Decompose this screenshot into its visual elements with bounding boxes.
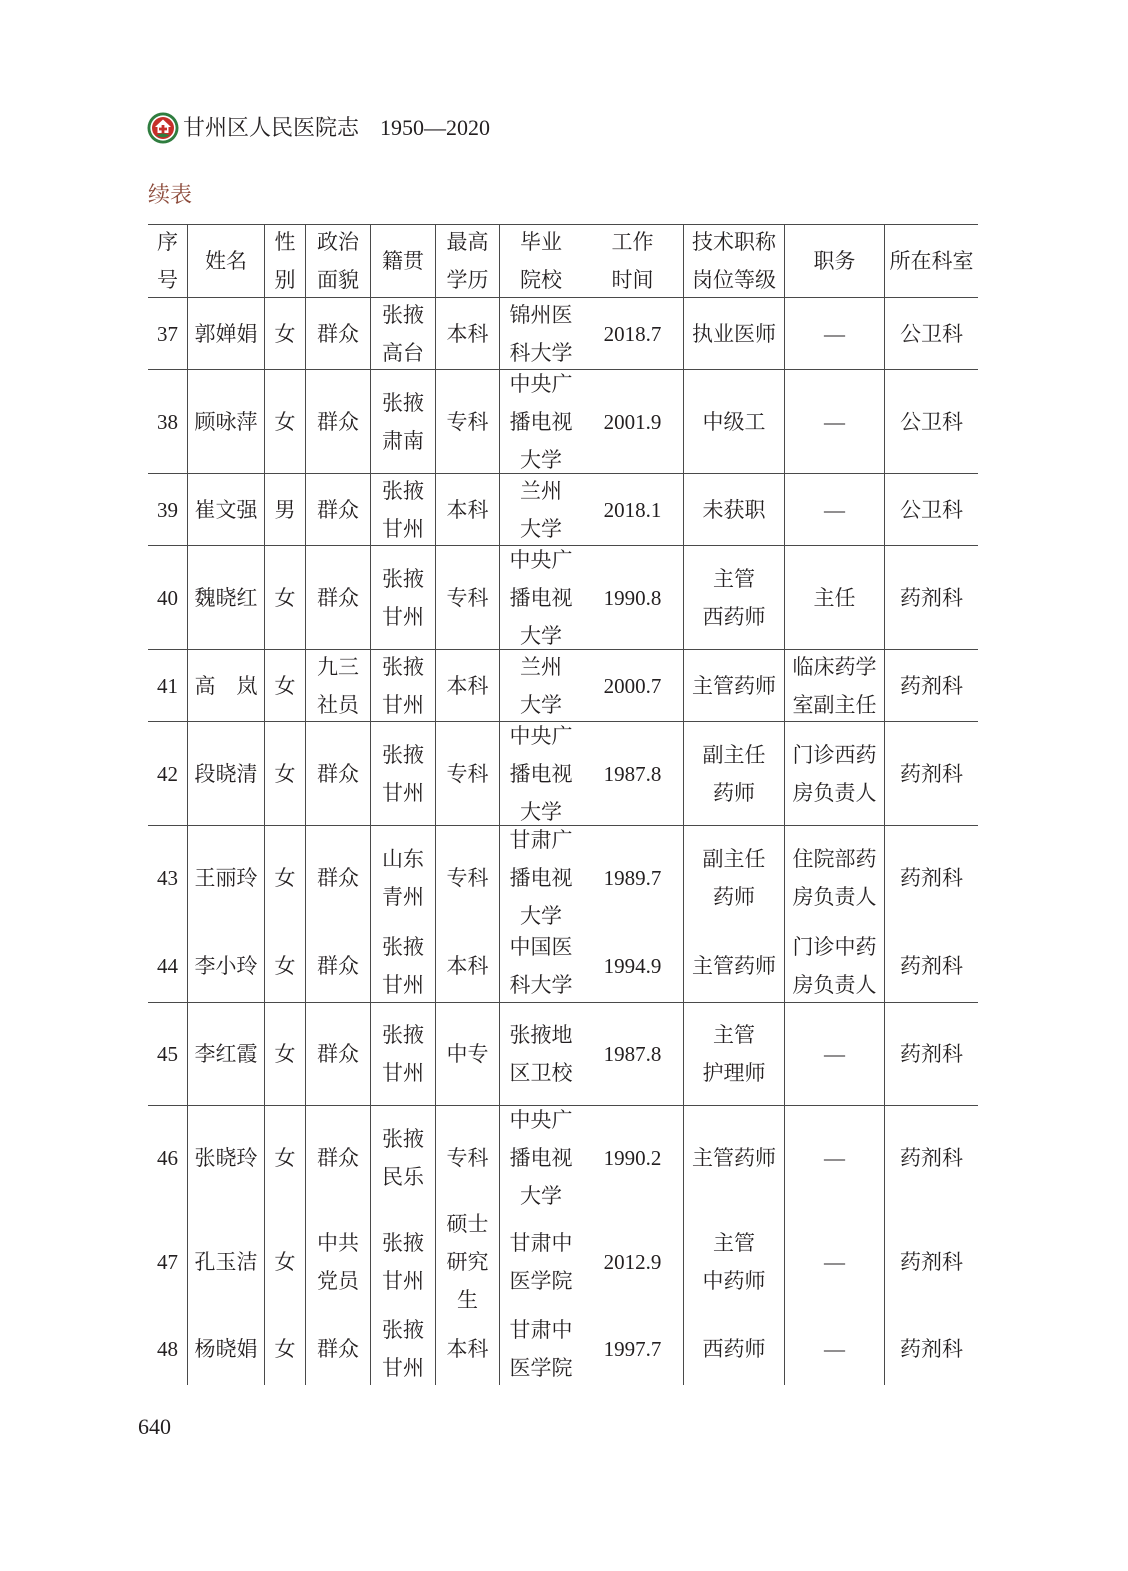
hospital-emblem-icon bbox=[147, 112, 179, 144]
table-row bbox=[148, 474, 978, 546]
cell-name: 张晓玲 bbox=[187, 1106, 264, 1210]
cell-title: 主管药师 bbox=[683, 930, 784, 1002]
cell-native-place: 张掖 甘州 bbox=[370, 1313, 435, 1385]
cell-name: 魏晓红 bbox=[187, 546, 264, 649]
column-header-work-start: 工作 时间 bbox=[611, 230, 654, 292]
cell-work-start: 2001.9 bbox=[603, 409, 662, 434]
cell-gender: 女 bbox=[264, 650, 305, 721]
cell-political-status: 群众 bbox=[305, 1106, 370, 1210]
column-header-school: 毕业 院校 bbox=[499, 225, 582, 297]
cell-work-start: 2000.7 bbox=[603, 673, 662, 698]
cell-department: 公卫科 bbox=[884, 298, 978, 369]
cell-school: 锦州医 科大学 bbox=[499, 298, 582, 369]
cell-seq: 40 bbox=[157, 585, 178, 610]
cell-native-place: 张掖 甘州 bbox=[370, 474, 435, 545]
cell-title: 副主任 药师 bbox=[683, 722, 784, 825]
book-title: 甘州区人民医院志 bbox=[183, 115, 360, 140]
table-row bbox=[148, 1210, 978, 1313]
cell-education: 专科 bbox=[435, 1106, 499, 1210]
cell-seq: 44 bbox=[157, 954, 178, 978]
cell-political-status: 群众 bbox=[305, 826, 370, 930]
cell-department: 药剂科 bbox=[884, 1003, 978, 1105]
cell-department: 药剂科 bbox=[884, 930, 978, 1002]
cell-position: — bbox=[784, 1003, 884, 1105]
cell-title: 主管 中药师 bbox=[683, 1210, 784, 1313]
cell-gender: 女 bbox=[264, 370, 305, 473]
cell-title: 执业医师 bbox=[683, 298, 784, 369]
cell-school: 中央广 播电视 大学 bbox=[499, 370, 582, 473]
cell-education: 专科 bbox=[435, 722, 499, 825]
table-row bbox=[148, 1003, 978, 1106]
cell-native-place: 张掖 甘州 bbox=[370, 546, 435, 649]
cell-position: 住院部药 房负责人 bbox=[784, 826, 884, 930]
cell-seq: 45 bbox=[157, 1042, 178, 1066]
cell-native-place: 张掖 甘州 bbox=[370, 722, 435, 825]
cell-department: 药剂科 bbox=[884, 826, 978, 930]
cell-political-status: 群众 bbox=[305, 370, 370, 473]
cell-political-status: 群众 bbox=[305, 546, 370, 649]
cell-political-status: 群众 bbox=[305, 1003, 370, 1105]
cell-name: 杨晓娟 bbox=[187, 1313, 264, 1385]
cell-department: 药剂科 bbox=[884, 1313, 978, 1385]
cell-department: 药剂科 bbox=[884, 546, 978, 649]
cell-position: — bbox=[784, 1106, 884, 1210]
cell-school: 中国医 科大学 bbox=[499, 930, 582, 1002]
cell-name: 顾咏萍 bbox=[187, 370, 264, 473]
cell-school: 甘肃中 医学院 bbox=[499, 1313, 582, 1385]
column-header-seq: 序 号 bbox=[157, 230, 178, 292]
cell-school: 甘肃中 医学院 bbox=[499, 1210, 582, 1313]
cell-position: 临床药学 室副主任 bbox=[784, 650, 884, 721]
cell-gender: 女 bbox=[264, 1210, 305, 1313]
page-number: 640 bbox=[138, 1414, 171, 1439]
cell-gender: 男 bbox=[264, 474, 305, 545]
cell-seq: 42 bbox=[157, 761, 178, 786]
cell-work-start: 1990.2 bbox=[603, 1146, 662, 1170]
cell-gender: 女 bbox=[264, 1003, 305, 1105]
cell-position: — bbox=[784, 298, 884, 369]
cell-name: 李红霞 bbox=[187, 1003, 264, 1105]
cell-native-place: 山东 青州 bbox=[370, 826, 435, 930]
continued-table-label: 续表 bbox=[148, 182, 193, 207]
cell-position: — bbox=[784, 1313, 884, 1385]
cell-school: 兰州 大学 bbox=[499, 650, 582, 721]
table-header-row bbox=[148, 225, 978, 298]
book-years: 1950—2020 bbox=[380, 115, 491, 140]
cell-native-place: 张掖 民乐 bbox=[370, 1106, 435, 1210]
cell-gender: 女 bbox=[264, 930, 305, 1002]
cell-department: 公卫科 bbox=[884, 474, 978, 545]
cell-school: 中央广 播电视 大学 bbox=[499, 1106, 582, 1210]
cell-political-status: 群众 bbox=[305, 1313, 370, 1385]
cell-work-start: 1987.8 bbox=[603, 1042, 662, 1066]
cell-work-start: 1994.9 bbox=[603, 954, 662, 978]
column-header-name: 姓名 bbox=[187, 225, 264, 297]
cell-school: 中央广 播电视 大学 bbox=[499, 546, 582, 649]
cell-education: 本科 bbox=[435, 930, 499, 1002]
cell-department: 药剂科 bbox=[884, 1106, 978, 1210]
column-header-position: 职务 bbox=[784, 225, 884, 297]
cell-education: 本科 bbox=[435, 650, 499, 721]
cell-title: 主管 护理师 bbox=[683, 1003, 784, 1105]
cell-education: 专科 bbox=[435, 546, 499, 649]
cell-work-start: 1990.8 bbox=[603, 585, 662, 610]
cell-native-place: 张掖 甘州 bbox=[370, 1003, 435, 1105]
cell-title: 主管药师 bbox=[683, 1106, 784, 1210]
cell-department: 公卫科 bbox=[884, 370, 978, 473]
cell-education: 专科 bbox=[435, 826, 499, 930]
cell-seq: 48 bbox=[157, 1337, 178, 1361]
cell-gender: 女 bbox=[264, 722, 305, 825]
cell-political-status: 群众 bbox=[305, 722, 370, 825]
table-row bbox=[148, 370, 978, 474]
cell-name: 段晓清 bbox=[187, 722, 264, 825]
cell-title: 西药师 bbox=[683, 1313, 784, 1385]
cell-education: 本科 bbox=[435, 1313, 499, 1385]
cell-education: 专科 bbox=[435, 370, 499, 473]
cell-position: — bbox=[784, 474, 884, 545]
cell-education: 本科 bbox=[435, 298, 499, 369]
cell-native-place: 张掖 甘州 bbox=[370, 930, 435, 1002]
cell-department: 药剂科 bbox=[884, 650, 978, 721]
cell-seq: 41 bbox=[157, 673, 178, 698]
cell-title: 副主任 药师 bbox=[683, 826, 784, 930]
cell-school: 张掖地 区卫校 bbox=[499, 1003, 582, 1105]
cell-political-status: 九三 社员 bbox=[305, 650, 370, 721]
cell-political-status: 群众 bbox=[305, 474, 370, 545]
cell-position: — bbox=[784, 370, 884, 473]
cell-political-status: 群众 bbox=[305, 930, 370, 1002]
table-row bbox=[148, 1106, 978, 1210]
cell-native-place: 张掖 甘州 bbox=[370, 650, 435, 721]
table-row bbox=[148, 1313, 978, 1385]
cell-seq: 47 bbox=[157, 1249, 178, 1274]
cell-political-status: 中共 党员 bbox=[305, 1210, 370, 1313]
cell-seq: 46 bbox=[157, 1146, 178, 1170]
cell-work-start: 1989.7 bbox=[603, 866, 662, 890]
cell-gender: 女 bbox=[264, 1106, 305, 1210]
cell-seq: 43 bbox=[157, 866, 178, 890]
cell-department: 药剂科 bbox=[884, 1210, 978, 1313]
cell-title: 主管 西药师 bbox=[683, 546, 784, 649]
cell-name: 李小玲 bbox=[187, 930, 264, 1002]
cell-native-place: 张掖 肃南 bbox=[370, 370, 435, 473]
cell-position: 主任 bbox=[784, 546, 884, 649]
cell-work-start: 2018.1 bbox=[603, 497, 662, 522]
cell-seq: 39 bbox=[157, 497, 178, 522]
cell-native-place: 张掖 甘州 bbox=[370, 1210, 435, 1313]
column-header-political-status: 政治 面貌 bbox=[305, 225, 370, 297]
cell-name: 王丽玲 bbox=[187, 826, 264, 930]
cell-political-status: 群众 bbox=[305, 298, 370, 369]
table-row bbox=[148, 722, 978, 826]
column-header-gender: 性 别 bbox=[264, 225, 305, 297]
cell-school: 兰州 大学 bbox=[499, 474, 582, 545]
cell-seq: 37 bbox=[157, 321, 178, 346]
column-header-title: 技术职称 岗位等级 bbox=[683, 225, 784, 297]
cell-gender: 女 bbox=[264, 298, 305, 369]
cell-gender: 女 bbox=[264, 1313, 305, 1385]
cell-work-start: 2018.7 bbox=[603, 321, 662, 346]
running-header bbox=[147, 112, 490, 144]
cell-title: 主管药师 bbox=[683, 650, 784, 721]
table-row bbox=[148, 826, 978, 930]
cell-name: 郭婵娟 bbox=[187, 298, 264, 369]
cell-position: 门诊西药 房负责人 bbox=[784, 722, 884, 825]
cell-education: 硕士 研究 生 bbox=[435, 1210, 499, 1313]
column-header-education: 最高 学历 bbox=[435, 225, 499, 297]
cell-work-start: 1987.8 bbox=[603, 761, 662, 786]
table-row bbox=[148, 650, 978, 722]
cell-native-place: 张掖 高台 bbox=[370, 298, 435, 369]
cell-department: 药剂科 bbox=[884, 722, 978, 825]
cell-work-start: 2012.9 bbox=[603, 1249, 662, 1274]
cell-title: 中级工 bbox=[683, 370, 784, 473]
cell-name: 孔玉洁 bbox=[187, 1210, 264, 1313]
cell-education: 本科 bbox=[435, 474, 499, 545]
cell-school: 中央广 播电视 大学 bbox=[499, 722, 582, 825]
cell-gender: 女 bbox=[264, 826, 305, 930]
cell-position: — bbox=[784, 1210, 884, 1313]
table-row bbox=[148, 546, 978, 650]
cell-position: 门诊中药 房负责人 bbox=[784, 930, 884, 1002]
column-header-native-place: 籍贯 bbox=[370, 225, 435, 297]
cell-title: 未获职 bbox=[683, 474, 784, 545]
cell-school: 甘肃广 播电视 大学 bbox=[499, 826, 582, 930]
cell-education: 中专 bbox=[435, 1003, 499, 1105]
cell-seq: 38 bbox=[157, 409, 178, 434]
cell-gender: 女 bbox=[264, 546, 305, 649]
cell-name: 崔文强 bbox=[187, 474, 264, 545]
column-header-department: 所在科室 bbox=[884, 225, 978, 297]
staff-table bbox=[148, 224, 978, 1385]
table-row bbox=[148, 930, 978, 1003]
cell-work-start: 1997.7 bbox=[603, 1337, 662, 1361]
table-row bbox=[148, 298, 978, 370]
cell-name: 高 岚 bbox=[187, 650, 264, 721]
